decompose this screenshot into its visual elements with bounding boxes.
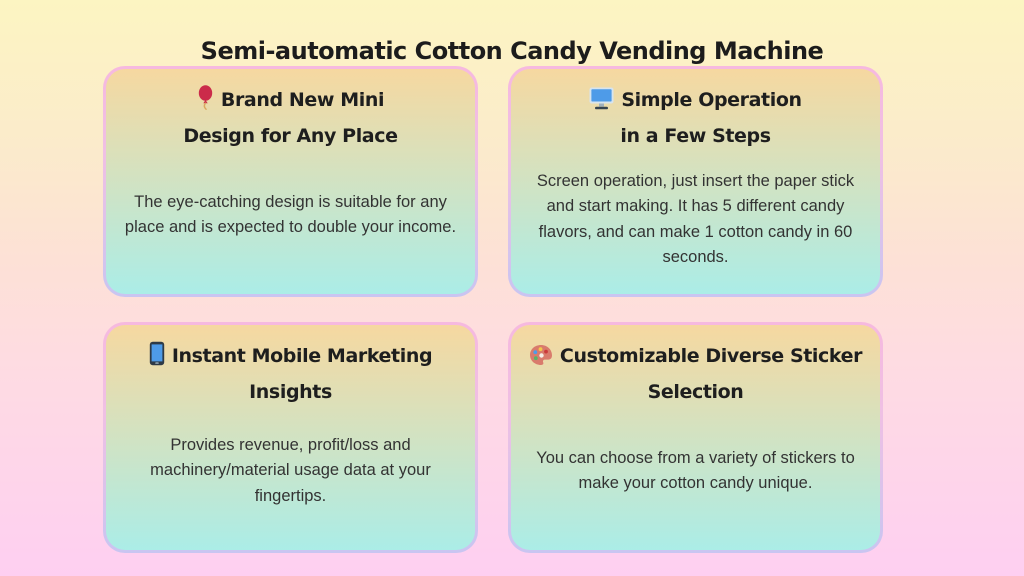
card-title-line1: Customizable Diverse Sticker <box>559 345 863 367</box>
card-body-wrap <box>118 408 463 540</box>
card-body-text: Screen operation, just insert the paper stick and start making. It has 5 different candy flavors, and can make 1 cotton candy in 60 seconds. <box>536 171 855 266</box>
card-heading <box>523 84 868 152</box>
card-title-line1: Simple Operation <box>621 89 802 111</box>
card-mobile-marketing <box>103 322 478 553</box>
card-body-wrap <box>523 152 868 293</box>
card-mobile-marketing-inner <box>106 325 475 550</box>
phone-icon <box>149 341 165 376</box>
card-heading <box>118 84 463 152</box>
card-brand-new-mini-inner <box>106 69 475 294</box>
page-title: Semi-automatic Cotton Candy Vending Machine <box>200 37 824 66</box>
card-sticker-selection-inner <box>511 325 880 550</box>
card-title-line1: Instant Mobile Marketing <box>171 345 433 367</box>
card-body-wrap <box>523 408 868 540</box>
card-brand-new-mini <box>103 66 478 297</box>
card-simple-operation-inner <box>511 69 880 294</box>
card-body-text: The eye-catching design is suitable for any place and is expected to double your income. <box>124 192 457 236</box>
palette-icon <box>529 344 553 376</box>
card-body-wrap <box>118 152 463 284</box>
card-body-text: Provides revenue, profit/loss and machinery/material usage data at your fingertips. <box>150 435 431 505</box>
card-heading <box>523 340 868 408</box>
card-title-line1: Brand New Mini <box>220 89 385 111</box>
card-simple-operation <box>508 66 883 297</box>
card-title-line2: Design for Any Place <box>183 125 398 147</box>
card-sticker-selection <box>508 322 883 553</box>
card-title-line2: in a Few Steps <box>620 125 771 147</box>
balloon-icon <box>197 85 214 120</box>
card-title-line2: Insights <box>249 381 332 403</box>
card-title-line2: Selection <box>647 381 744 403</box>
card-body-text: You can choose from a variety of stickers to make your cotton candy unique. <box>536 448 855 492</box>
card-heading <box>118 340 463 408</box>
monitor-icon <box>589 87 614 120</box>
feature-cards-grid <box>103 66 883 553</box>
